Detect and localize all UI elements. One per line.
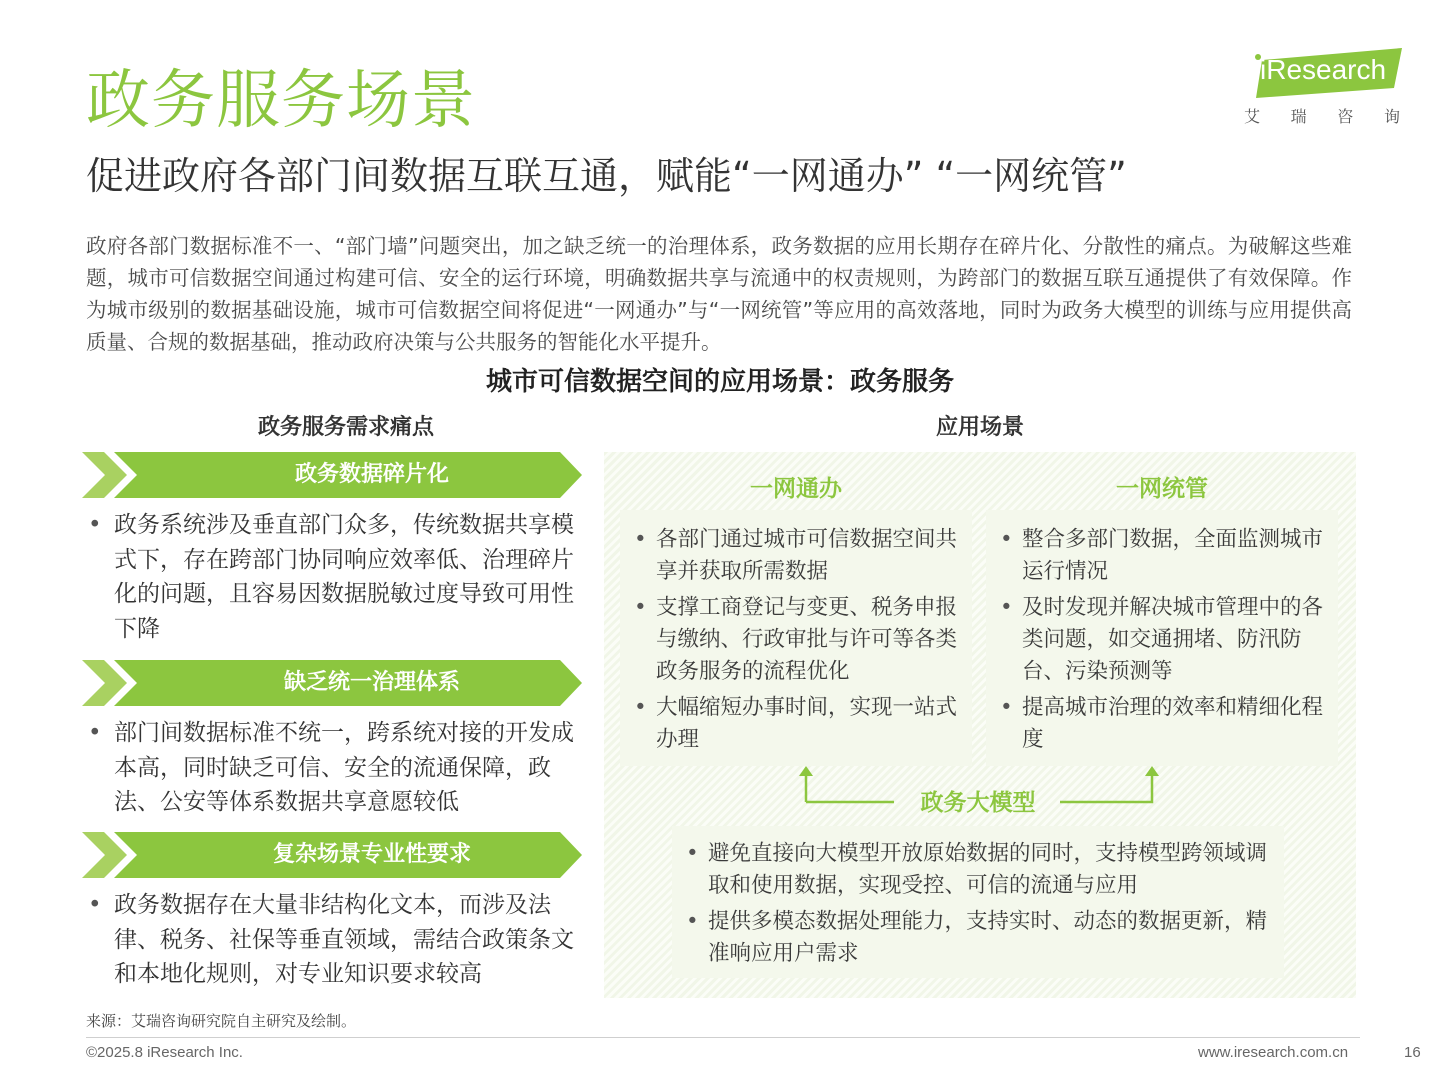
pain-point-list-1 <box>86 508 582 646</box>
pain-point-band-2 <box>82 660 582 706</box>
page-number: 16 <box>1404 1044 1421 1061</box>
scenario-list-1 <box>628 524 960 760</box>
scenarios-heading: 应用场景 <box>935 415 1024 440</box>
list-item: • 提高城市治理的效率和精细化程度 <box>994 692 1326 756</box>
copyright: ©2025.8 iResearch Inc. <box>86 1044 243 1061</box>
logo-char: 咨 <box>1337 107 1354 126</box>
scenario-heading-yiwangtongguan: 一网统管 <box>1116 476 1208 502</box>
scenario-list-2 <box>994 524 1326 760</box>
model-card <box>672 826 1284 978</box>
list-item: • 部门间数据标准不统一，跨系统对接的开发成本高，同时缺乏可信、安全的流通保障，政法、公安等体系数据共享意愿较低 <box>86 716 582 820</box>
scenario-heading-yiwangtongban: 一网通办 <box>750 476 842 502</box>
list-item: • 政务数据存在大量非结构化文本，而涉及法律、税务、社保等垂直领域，需结合政策条文和本地化规则，对专业知识要求较高 <box>86 888 582 992</box>
model-heading: 政务大模型 <box>920 790 1036 816</box>
scenario-card-1 <box>620 510 972 766</box>
logo-char: 瑞 <box>1290 107 1307 126</box>
list-item: • 避免直接向大模型开放原始数据的同时，支持模型跨领域调取和使用数据，实现受控、可信的流通与应用 <box>680 838 1272 902</box>
page-title: 政务服务场景 <box>86 64 476 138</box>
pain-points-heading: 政务服务需求痛点 <box>257 415 434 440</box>
scenario-card-2 <box>986 510 1338 766</box>
pain-point-label: 复杂场景专业性要求 <box>272 842 471 867</box>
logo-char: 询 <box>1383 107 1400 126</box>
pain-point-label: 政务数据碎片化 <box>294 462 449 487</box>
model-list <box>680 838 1272 974</box>
logo-char: 艾 <box>1243 107 1260 126</box>
website-link[interactable]: www.iresearch.com.cn <box>1198 1044 1349 1061</box>
list-item: • 支撑工商登记与变更、税务申报与缴纳、行政审批与许可等各类政务服务的流程优化 <box>628 592 960 688</box>
iresearch-logo <box>1238 44 1404 130</box>
diagram-title: 城市可信数据空间的应用场景：政务服务 <box>485 367 954 397</box>
list-item: • 及时发现并解决城市管理中的各类问题，如交通拥堵、防汛防台、污染预测等 <box>994 592 1326 688</box>
page-subtitle: 促进政府各部门间数据互联互通，赋能“一网通办” “一网统管” <box>86 154 1127 198</box>
pain-point-list-2 <box>86 716 582 820</box>
list-item: • 各部门通过城市可信数据空间共享并获取所需数据 <box>628 524 960 588</box>
footer-divider <box>86 1037 1360 1038</box>
list-item: • 大幅缩短办事时间，实现一站式办理 <box>628 692 960 756</box>
pain-point-band-1 <box>82 452 582 498</box>
list-item: • 政务系统涉及垂直部门众多，传统数据共享模式下，存在跨部门协同响应效率低、治理碎片化的问题，且容易因数据脱敏过度导致可用性下降 <box>86 508 582 646</box>
intro-paragraph: 政府各部门数据标准不一、“部门墙”问题突出，加之缺乏统一的治理体系，政务数据的应用长期存在碎片化、分散性的痛点。为破解这些难题，城市可信数据空间通过构建可信、安全的运行环境，明确数据共享与流通中的权责规则，为跨部门的数据互联互通提供了有效保障。作为城市级别的数据基础设施，城市可信数据空间将促进“一网通办”与“一网统管”等应用的高效落地，同时为政务大模型的训练与应用提供高质量、合规的数据基础，推动政府决策与公共服务的智能化水平提升。 <box>86 234 1352 354</box>
pain-point-list-3 <box>86 888 582 992</box>
logo-text: iResearch <box>1260 54 1387 85</box>
list-item: • 整合多部门数据，全面监测城市运行情况 <box>994 524 1326 588</box>
pain-point-label: 缺乏统一治理体系 <box>283 670 460 695</box>
list-item: • 提供多模态数据处理能力，支持实时、动态的数据更新，精准响应用户需求 <box>680 906 1272 970</box>
source-note: 来源：艾瑞咨询研究院自主研究及绘制。 <box>86 1012 357 1030</box>
pain-point-band-3 <box>82 832 582 878</box>
logo-chinese-name <box>1242 104 1402 127</box>
